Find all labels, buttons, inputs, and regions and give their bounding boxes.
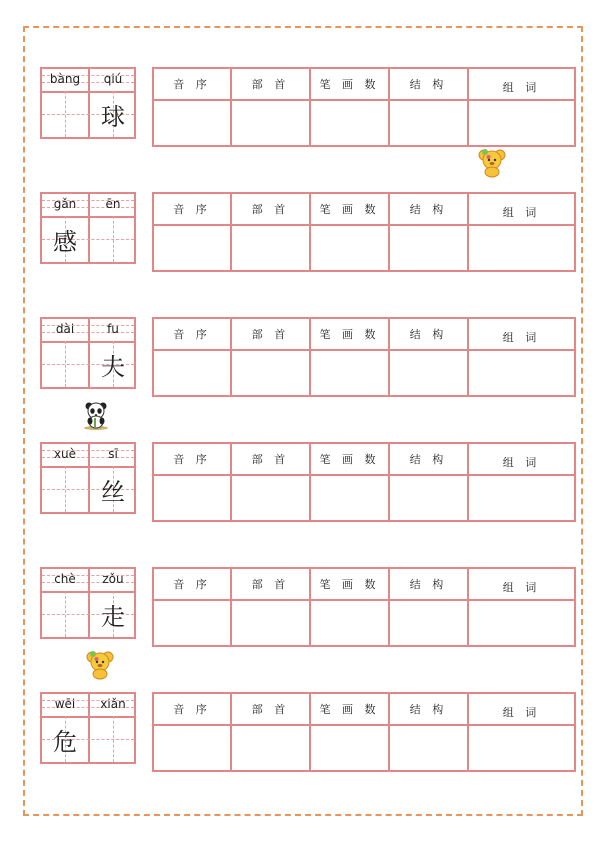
answer-cell-yinxu[interactable] [153, 350, 231, 396]
character-exercise-row [40, 442, 565, 516]
header-jiegou: 结 构 [389, 318, 468, 350]
header-bihuashu: 笔 画 数 [310, 693, 389, 725]
header-zuci: 组 词 [468, 693, 575, 725]
answer-cell-bihuashu[interactable] [310, 225, 389, 271]
pinyin-1: dài [55, 322, 75, 336]
header-yinxu: 音 序 [153, 568, 231, 600]
pinyin-2: sī [108, 447, 118, 461]
answer-cell-bihuashu[interactable] [310, 100, 389, 146]
answer-cell-zuci[interactable] [468, 725, 575, 771]
answer-cell-bushou[interactable] [231, 350, 310, 396]
tianzige-grid [40, 192, 136, 264]
header-bihuashu: 笔 画 数 [310, 443, 389, 475]
answer-cell-yinxu[interactable] [153, 225, 231, 271]
header-bushou: 部 首 [231, 193, 310, 225]
analysis-table [152, 442, 576, 522]
header-bihuashu: 笔 画 数 [310, 193, 389, 225]
pinyin-1: wēi [54, 697, 76, 711]
header-bihuashu: 笔 画 数 [310, 318, 389, 350]
answer-cell-bihuashu[interactable] [310, 725, 389, 771]
answer-cell-bushou[interactable] [231, 225, 310, 271]
header-zuci: 组 词 [468, 318, 575, 350]
analysis-table [152, 567, 576, 647]
answer-cell-zuci[interactable] [468, 600, 575, 646]
hanzi-1 [42, 470, 88, 514]
answer-cell-jiegou[interactable] [389, 600, 468, 646]
header-jiegou: 结 构 [389, 68, 468, 100]
header-zuci: 组 词 [468, 443, 575, 475]
header-bushou: 部 首 [231, 318, 310, 350]
header-yinxu: 音 序 [153, 443, 231, 475]
answer-cell-zuci[interactable] [468, 475, 575, 521]
pinyin-1: xuè [53, 447, 77, 461]
answer-cell-zuci[interactable] [468, 225, 575, 271]
header-yinxu: 音 序 [153, 68, 231, 100]
tianzige-grid [40, 442, 136, 514]
hanzi-1: 感 [53, 228, 77, 256]
hanzi-2: 丝 [101, 478, 125, 506]
answer-cell-zuci[interactable] [468, 100, 575, 146]
bear-sticker-icon [86, 650, 114, 680]
answer-cell-bihuashu[interactable] [310, 350, 389, 396]
header-zuci: 组 词 [468, 68, 575, 100]
hanzi-1 [42, 95, 88, 139]
pinyin-1: gǎn [53, 197, 77, 211]
pinyin-1: bàng [49, 72, 81, 86]
analysis-table [152, 692, 576, 772]
header-yinxu: 音 序 [153, 693, 231, 725]
character-exercise-row [40, 317, 565, 391]
header-bushou: 部 首 [231, 568, 310, 600]
pinyin-2: fu [107, 322, 119, 336]
pinyin-2: qiú [103, 72, 123, 86]
answer-cell-yinxu[interactable] [153, 475, 231, 521]
hanzi-2: 夫 [101, 353, 125, 381]
hanzi-2 [90, 220, 136, 264]
answer-cell-jiegou[interactable] [389, 725, 468, 771]
header-jiegou: 结 构 [389, 568, 468, 600]
answer-cell-bushou[interactable] [231, 725, 310, 771]
answer-cell-bushou[interactable] [231, 100, 310, 146]
header-bushou: 部 首 [231, 68, 310, 100]
header-zuci: 组 词 [468, 193, 575, 225]
hanzi-1 [42, 595, 88, 639]
header-zuci: 组 词 [468, 568, 575, 600]
header-jiegou: 结 构 [389, 193, 468, 225]
answer-cell-yinxu[interactable] [153, 600, 231, 646]
pinyin-2: xiǎn [100, 697, 126, 711]
character-exercise-row [40, 567, 565, 641]
hanzi-2 [90, 720, 136, 764]
answer-cell-zuci[interactable] [468, 350, 575, 396]
answer-cell-jiegou[interactable] [389, 475, 468, 521]
header-bihuashu: 笔 画 数 [310, 68, 389, 100]
answer-cell-bushou[interactable] [231, 475, 310, 521]
character-exercise-row [40, 692, 565, 766]
hanzi-2: 走 [101, 603, 125, 631]
analysis-table [152, 317, 576, 397]
header-jiegou: 结 构 [389, 693, 468, 725]
answer-cell-jiegou[interactable] [389, 350, 468, 396]
header-yinxu: 音 序 [153, 318, 231, 350]
analysis-table [152, 192, 576, 272]
header-jiegou: 结 构 [389, 443, 468, 475]
tianzige-grid [40, 317, 136, 389]
header-bushou: 部 首 [231, 693, 310, 725]
panda-sticker-icon [82, 400, 110, 430]
tianzige-grid [40, 67, 136, 139]
hanzi-2: 球 [101, 103, 125, 131]
answer-cell-bihuashu[interactable] [310, 600, 389, 646]
pinyin-2: ēn [105, 197, 121, 211]
pinyin-2: zǒu [102, 572, 124, 586]
tianzige-grid [40, 692, 136, 764]
answer-cell-jiegou[interactable] [389, 225, 468, 271]
hanzi-1: 危 [53, 728, 77, 756]
answer-cell-yinxu[interactable] [153, 100, 231, 146]
tianzige-grid [40, 567, 136, 639]
header-bushou: 部 首 [231, 443, 310, 475]
character-exercise-row [40, 192, 565, 266]
analysis-table [152, 67, 576, 147]
pinyin-1: chè [54, 572, 76, 586]
answer-cell-yinxu[interactable] [153, 725, 231, 771]
header-bihuashu: 笔 画 数 [310, 568, 389, 600]
header-yinxu: 音 序 [153, 193, 231, 225]
answer-cell-bihuashu[interactable] [310, 475, 389, 521]
hanzi-1 [42, 345, 88, 389]
character-exercise-row [40, 67, 565, 141]
bear-sticker-icon [478, 148, 506, 178]
answer-cell-bushou[interactable] [231, 600, 310, 646]
answer-cell-jiegou[interactable] [389, 100, 468, 146]
